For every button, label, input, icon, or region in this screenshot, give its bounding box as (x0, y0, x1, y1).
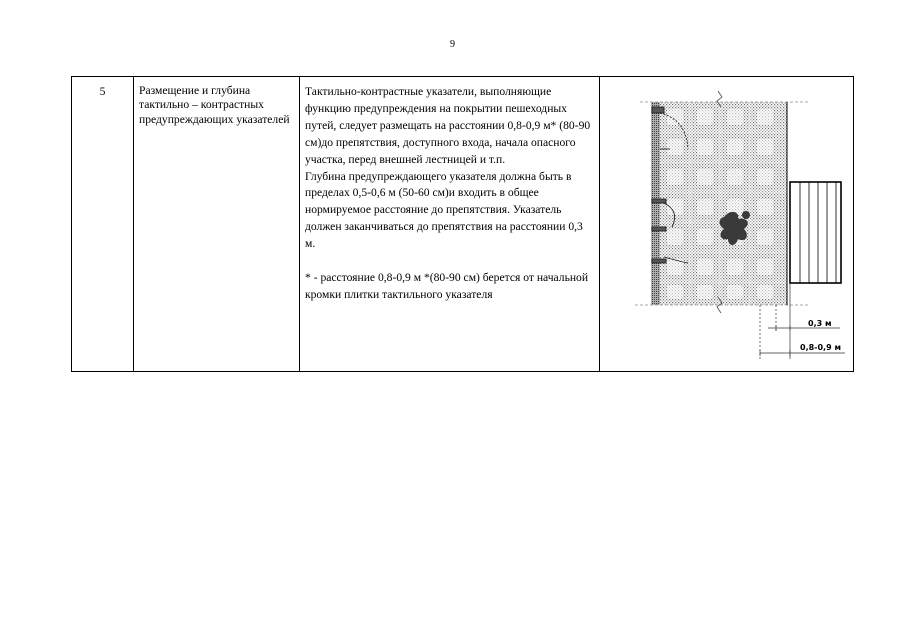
dimension-label-long: 0,8-0,9 м (800, 343, 841, 352)
description-paragraph: Глубина предупреждающего указателя должна быть в пределах 0,5-0,6 м (50-60 см)и входить в общее нормируемое расстояние до препятствия. Указатель должен заканчиваться до препятствия на расстоянии 0,3 м. (305, 169, 583, 251)
footnote-text: * - расстояние 0,8-0,9 м *(80-90 см) берется от начальной кромки плитки тактильного указателя (305, 271, 589, 301)
row-description-cell (300, 77, 600, 372)
row-title-cell: Размещение и глубина тактильно – контрастных предупреждающих указателей (134, 77, 300, 372)
row-illustration-cell (600, 77, 854, 372)
staircase (790, 182, 841, 283)
building-wall (651, 102, 660, 305)
requirements-table (71, 76, 854, 372)
table-row (72, 77, 854, 372)
paragraph-spacer (305, 253, 595, 270)
dimension-label-short: 0,3 м (808, 319, 832, 328)
tactile-indicator-diagram (600, 77, 874, 371)
page-number: 9 (450, 39, 455, 50)
description-paragraph: Тактильно-контрастные указатели, выполняющие функцию предупреждения на покрытии пешеходных путей, следует размещать на расстоянии 0,8-0,9 м* (80-90 см)до препятствия, доступного входа, начала опасного участка, перед внешней лестницей и т.п. (305, 85, 591, 166)
row-number-cell: 5 (72, 77, 134, 372)
